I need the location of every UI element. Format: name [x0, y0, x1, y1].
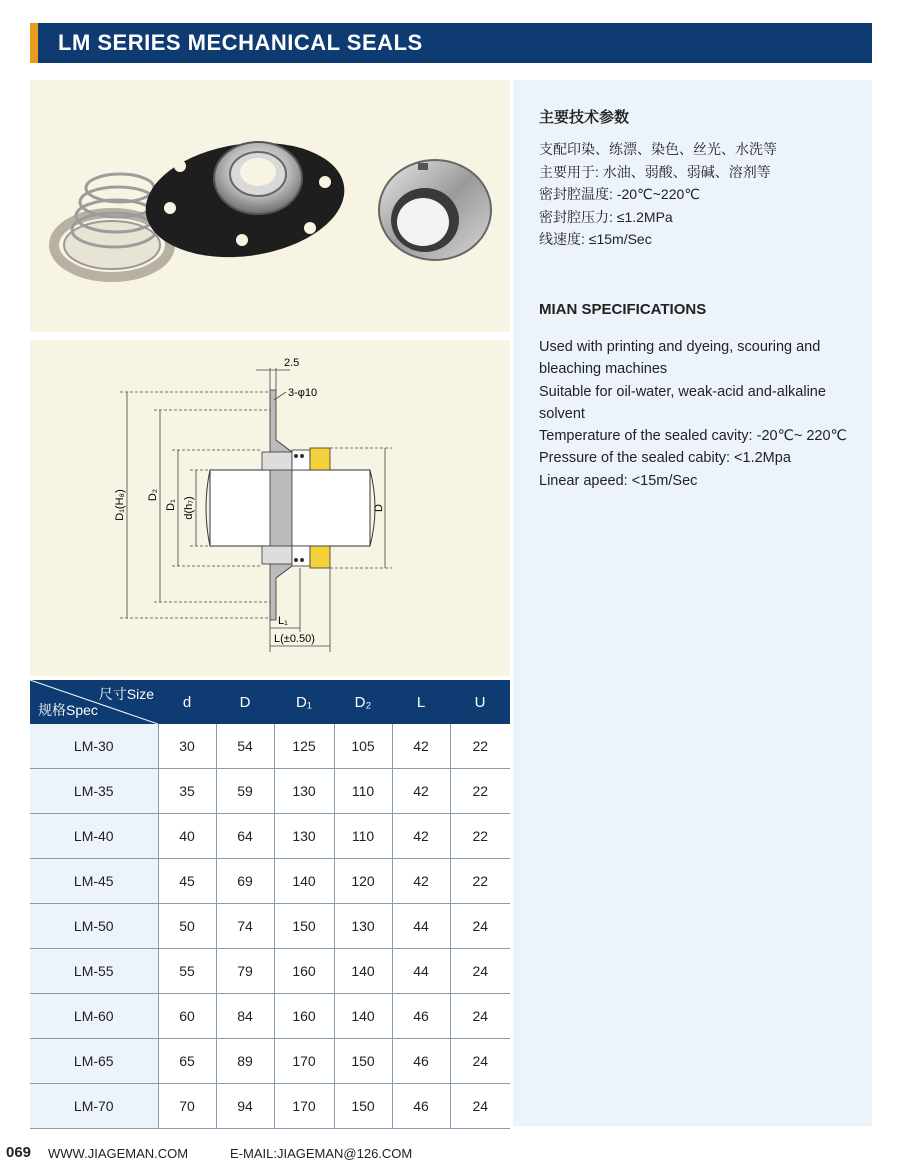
column-header-D1: D₁ — [274, 680, 334, 724]
table-row — [30, 769, 510, 814]
table-cell-value: 55 — [158, 949, 216, 994]
dim-label-d-h7: d(h₇) — [183, 496, 195, 520]
seal-cross-section-drawing — [30, 340, 510, 676]
table-corner-header — [30, 680, 158, 724]
table-cell-value: 50 — [158, 904, 216, 949]
dim-label-d1: D₁ — [165, 499, 177, 511]
table-cell-value: 130 — [274, 814, 334, 859]
dim-label-l-tol: L(±0.50) — [274, 633, 315, 645]
table-cell-value: 110 — [334, 814, 392, 859]
zh-spec-line: 线速度: ≤15m/Sec — [539, 231, 652, 247]
page-number: 069 — [6, 1144, 32, 1161]
table-cell-value: 150 — [334, 1039, 392, 1084]
en-spec-line: Pressure of the sealed cabity: <1.2Mpa — [539, 450, 791, 467]
en-spec-line: Suitable for oil-water, weak-acid and-alkaline solvent — [539, 383, 826, 422]
table-cell-value: 22 — [450, 769, 510, 814]
size-table — [30, 680, 510, 1129]
table-cell-value: 24 — [450, 1039, 510, 1084]
table-cell-model: LM-35 — [30, 769, 158, 814]
table-body — [30, 724, 510, 1129]
table-row — [30, 904, 510, 949]
email-link[interactable]: E-MAIL:JIAGEMAN@126.COM — [230, 1146, 413, 1161]
table-cell-value: 22 — [450, 724, 510, 769]
en-spec-list — [539, 336, 855, 492]
table-cell-value: 35 — [158, 769, 216, 814]
column-header-L: L — [392, 680, 450, 724]
product-photo — [30, 80, 510, 332]
table-cell-value: 46 — [392, 994, 450, 1039]
header-accent — [30, 23, 38, 63]
table-cell-model: LM-50 — [30, 904, 158, 949]
collar-bottom — [310, 546, 330, 568]
zh-spec-title: 主要技术参数 — [539, 109, 630, 126]
table-cell-value: 59 — [216, 769, 274, 814]
dim-label-holes: 3-φ10 — [288, 387, 318, 399]
page-title: LM SERIES MECHANICAL SEALS — [58, 30, 423, 55]
table-cell-value: 170 — [274, 1084, 334, 1129]
en-spec-line: Linear apeed: <15m/Sec — [539, 472, 698, 489]
table-cell-value: 46 — [392, 1039, 450, 1084]
column-header-U: U — [450, 680, 510, 724]
zh-spec-line: 密封腔压力: ≤1.2MPa — [539, 208, 673, 225]
table-cell-value: 24 — [450, 1084, 510, 1129]
table-row — [30, 859, 510, 904]
table-cell-value: 160 — [274, 994, 334, 1039]
table-cell-value: 46 — [392, 1084, 450, 1129]
en-spec-title: MIAN SPECIFICATIONS — [539, 301, 707, 318]
table-cell-model: LM-55 — [30, 949, 158, 994]
table-cell-value: 160 — [274, 949, 334, 994]
table-cell-value: 44 — [392, 949, 450, 994]
table-cell-value: 60 — [158, 994, 216, 1039]
collar-top — [310, 448, 330, 470]
en-spec-line: Temperature of the sealed cavity: -20℃~ 220℃ — [539, 428, 847, 445]
column-header-d: d — [158, 680, 216, 724]
table-cell-value: 42 — [392, 814, 450, 859]
table-cell-value: 89 — [216, 1039, 274, 1084]
table-cell-value: 125 — [274, 724, 334, 769]
table-row — [30, 1084, 510, 1129]
table-cell-value: 130 — [334, 904, 392, 949]
zh-spec-line: 密封腔温度: -20℃~220℃ — [539, 186, 700, 202]
table-row — [30, 814, 510, 859]
website-link[interactable]: WWW.JIAGEMAN.COM — [48, 1146, 189, 1161]
en-spec-line: Used with printing and dyeing, scouring and bleaching machines — [539, 339, 821, 378]
corner-spec-label: 规格Spec — [38, 702, 98, 718]
table-cell-value: 24 — [450, 904, 510, 949]
header-bar — [30, 23, 872, 63]
column-header-D2: D₂ — [334, 680, 392, 724]
dim-label-d2: D₂ — [147, 488, 159, 502]
table-cell-value: 42 — [392, 859, 450, 904]
table-cell-value: 45 — [158, 859, 216, 904]
table-cell-value: 22 — [450, 814, 510, 859]
table-cell-value: 64 — [216, 814, 274, 859]
shaft-collar — [379, 160, 491, 260]
table-cell-model: LM-45 — [30, 859, 158, 904]
table-row — [30, 1039, 510, 1084]
table-cell-value: 69 — [216, 859, 274, 904]
table-cell-value: 42 — [392, 769, 450, 814]
column-header-D: D — [216, 680, 274, 724]
table-row — [30, 949, 510, 994]
table-cell-value: 150 — [274, 904, 334, 949]
zh-spec-line: 支配印染、练漂、染色、丝光、水洗等 — [539, 141, 777, 157]
zh-spec-line: 主要用于: 水油、弱酸、弱碱、溶剂等 — [539, 163, 771, 180]
table-cell-value: 54 — [216, 724, 274, 769]
table-row — [30, 724, 510, 769]
seal-head-top — [262, 452, 292, 470]
table-cell-model: LM-40 — [30, 814, 158, 859]
table-cell-value: 40 — [158, 814, 216, 859]
table-cell-value: 170 — [274, 1039, 334, 1084]
table-cell-value: 110 — [334, 769, 392, 814]
table-cell-value: 140 — [334, 994, 392, 1039]
table-cell-value: 42 — [392, 724, 450, 769]
flange-plate — [270, 390, 292, 620]
table-cell-value: 70 — [158, 1084, 216, 1129]
dim-label-d1-h8: D₁(H₈) — [114, 489, 126, 521]
table-cell-value: 44 — [392, 904, 450, 949]
dimension-diagram — [30, 340, 510, 676]
table-cell-value: 24 — [450, 994, 510, 1039]
specifications-panel — [513, 80, 872, 1126]
dim-label-d-outer: D — [373, 504, 385, 512]
dim-label-l1: L₁ — [278, 615, 288, 627]
table-cell-value: 22 — [450, 859, 510, 904]
dim-label-2-5: 2.5 — [284, 357, 300, 369]
table-cell-value: 140 — [334, 949, 392, 994]
table-cell-value: 79 — [216, 949, 274, 994]
table-cell-value: 94 — [216, 1084, 274, 1129]
table-cell-value: 65 — [158, 1039, 216, 1084]
table-header-row — [30, 680, 510, 724]
table-cell-value: 150 — [334, 1084, 392, 1129]
corner-size-label: 尺寸Size — [98, 686, 154, 702]
table-cell-value: 84 — [216, 994, 274, 1039]
table-cell-value: 74 — [216, 904, 274, 949]
table-cell-model: LM-65 — [30, 1039, 158, 1084]
table-cell-value: 30 — [158, 724, 216, 769]
table-row — [30, 994, 510, 1039]
table-cell-value: 120 — [334, 859, 392, 904]
zh-spec-list — [539, 138, 777, 251]
table-cell-value: 105 — [334, 724, 392, 769]
seal-head-bottom — [262, 546, 292, 564]
table-cell-value: 140 — [274, 859, 334, 904]
table-cell-model: LM-30 — [30, 724, 158, 769]
table-cell-model: LM-60 — [30, 994, 158, 1039]
table-cell-value: 130 — [274, 769, 334, 814]
table-cell-value: 24 — [450, 949, 510, 994]
table-cell-model: LM-70 — [30, 1084, 158, 1129]
seal-parts-illustration — [30, 80, 510, 332]
